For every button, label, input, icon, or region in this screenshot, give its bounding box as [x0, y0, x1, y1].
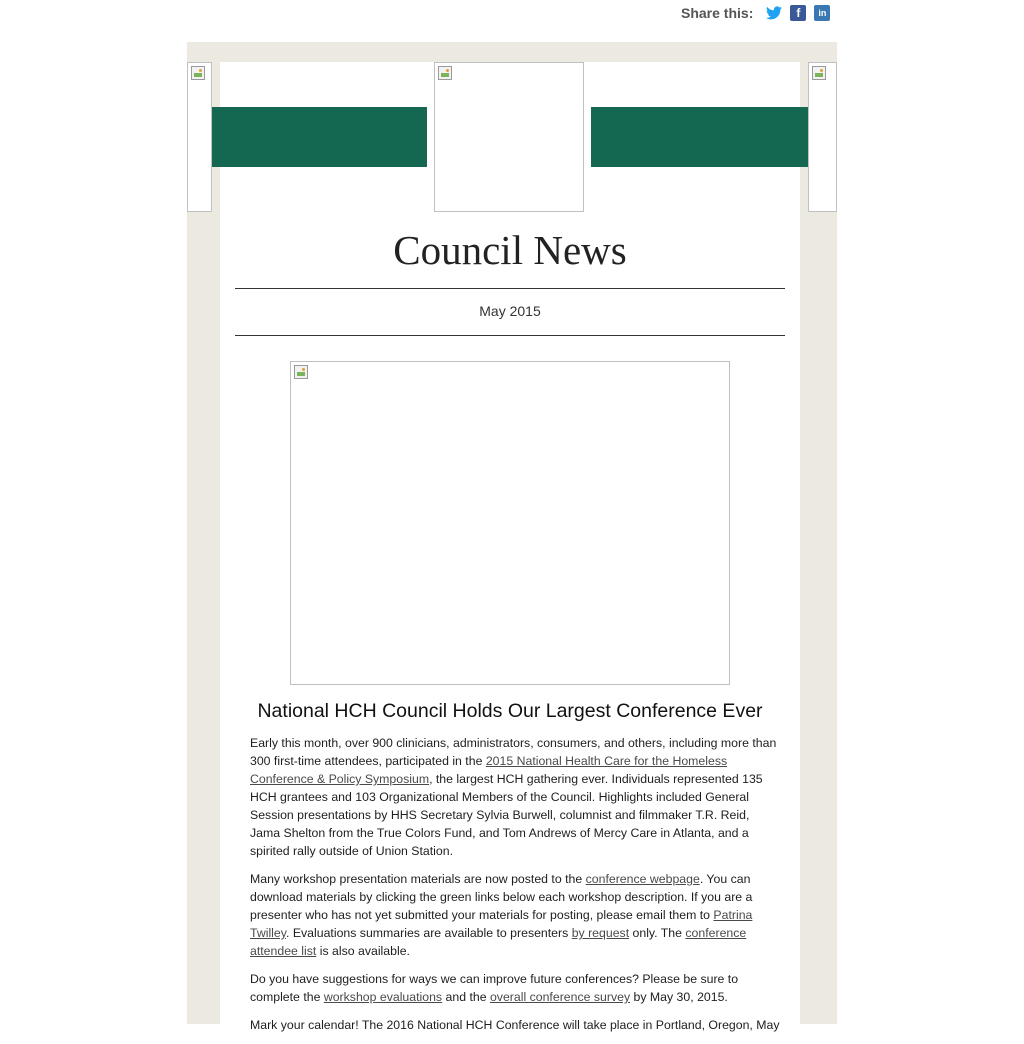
text: , the largest HCH gathering ever. Individuals represented 135 HCH grantees and 103 Organizational Members of the Council. Highlights included General Session presentations by HHS Secretary Sylvia Burwell, columnist and filmmaker T.R. Reid, Jama Shelton from the True Colors Fund, and Tom Andrews of Mercy Care in Atlanta, and a spirited rally outside of Union Station.	[250, 772, 763, 858]
text: Early this month, over 900 clinicians, administrators, consumers, and others, including more than 300 first-time attendees, participated in the	[250, 736, 777, 768]
issue-date: May 2015	[479, 303, 541, 319]
paragraph-4	[250, 1016, 782, 1034]
paragraph-3	[250, 970, 782, 1006]
divider-bottom	[235, 335, 785, 336]
banner-side-image-right	[808, 62, 837, 212]
text: and the	[442, 990, 490, 1004]
newsletter-title: Council News	[393, 227, 627, 273]
by-request-link[interactable]: by request	[571, 926, 630, 940]
text: Many workshop presentation materials are now posted to the	[250, 872, 586, 886]
share-bar	[681, 3, 838, 23]
text: . Evaluations summaries are available to presenters	[285, 926, 572, 940]
patrina-twilley-link[interactable]: Patrina Twilley	[250, 908, 753, 940]
text: . You can download materials by clicking the green links below each workshop description. If you are a presenter who has not yet submitted your materials for posting, please email them to	[250, 872, 753, 922]
share-label: Share this:	[681, 5, 754, 21]
text: by May 30, 2015.	[630, 990, 728, 1004]
text: only. The	[629, 926, 686, 940]
broken-image-icon	[294, 365, 308, 379]
conference-link[interactable]: 2015 National Health Care for the Homeless Conference & Policy Symposium	[250, 754, 728, 786]
banner-bar-left	[212, 107, 427, 167]
text: Mark your calendar! The 2016 National HCH Conference will take place in Portland, Oregon, May	[250, 1018, 780, 1032]
banner-side-image-left	[187, 62, 212, 212]
logo-image	[434, 62, 584, 212]
attendee-list-link[interactable]: conference attendee list	[250, 926, 747, 958]
workshop-evaluations-link[interactable]: workshop evaluations	[323, 990, 443, 1004]
paragraph-1	[250, 734, 782, 860]
broken-image-icon	[812, 66, 826, 80]
facebook-icon[interactable]: f	[790, 5, 806, 21]
linkedin-icon[interactable]: in	[814, 5, 830, 21]
article-body	[250, 734, 782, 1044]
broken-image-icon	[438, 66, 452, 80]
text: Do you have suggestions for ways we can improve future conferences? Please be sure to complete the	[250, 972, 739, 1004]
text: is also available.	[316, 944, 410, 958]
twitter-icon[interactable]	[766, 5, 782, 21]
banner-bar-right	[591, 107, 808, 167]
paragraph-2	[250, 870, 782, 960]
divider-top	[235, 288, 785, 289]
article-headline: National HCH Council Holds Our Largest Conference Ever	[257, 700, 763, 722]
feature-image	[290, 361, 730, 685]
conference-survey-link[interactable]: overall conference survey	[489, 990, 631, 1004]
broken-image-icon	[191, 66, 205, 80]
conference-webpage-link[interactable]: conference webpage	[585, 872, 700, 886]
